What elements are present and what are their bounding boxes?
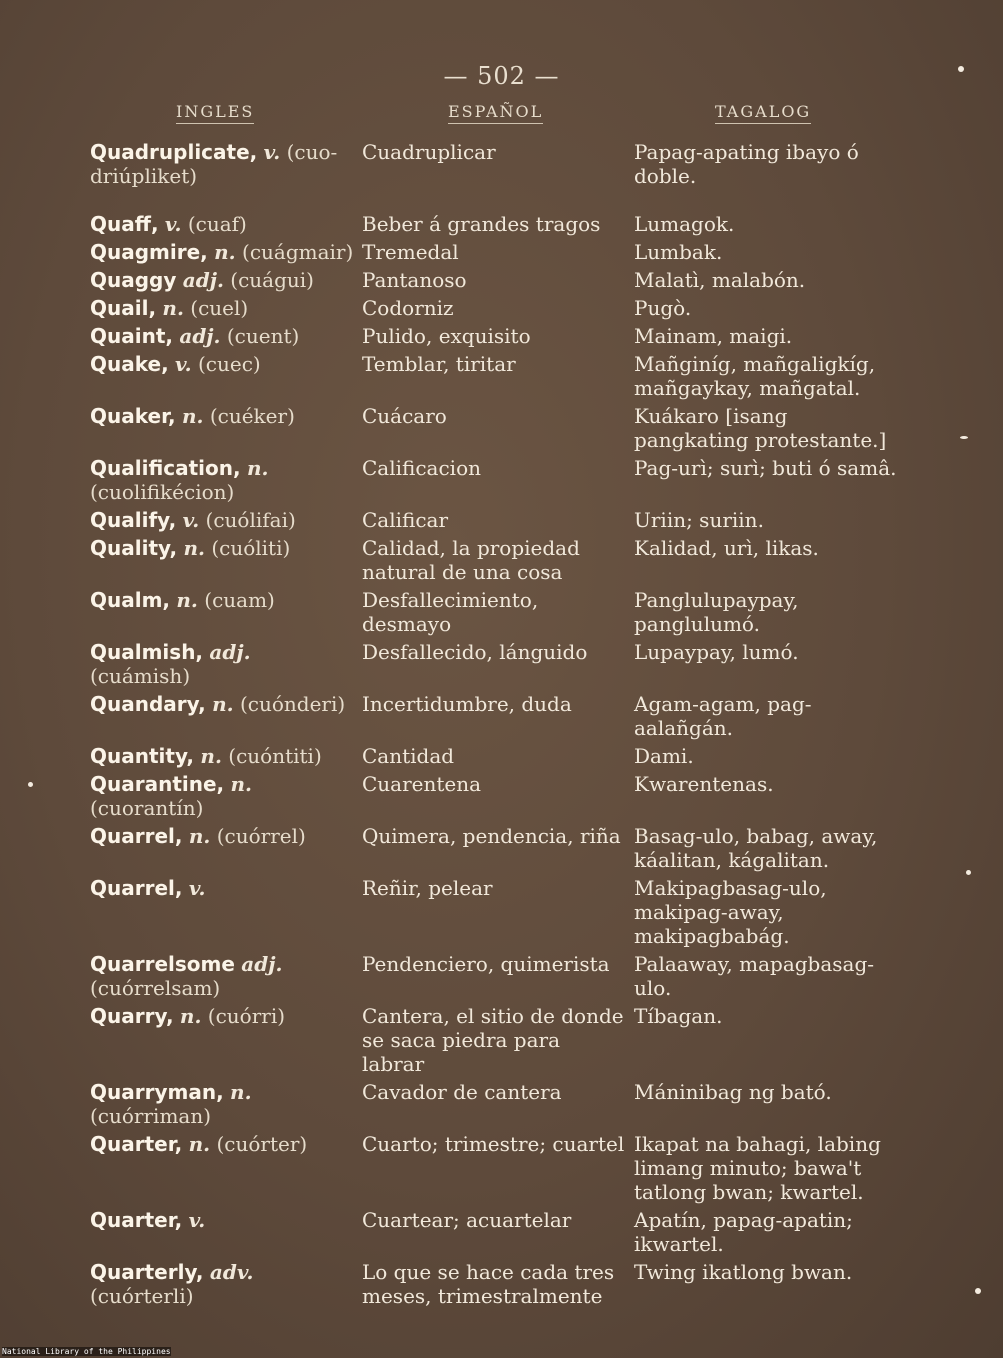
headword: Quandary, — [90, 692, 206, 716]
spanish-translation: Pantanoso — [362, 268, 467, 292]
part-of-speech: adj. — [241, 952, 283, 976]
tagalog-translation: Apatín, papag-apatin; ikwartel. — [634, 1208, 853, 1256]
part-of-speech: n. — [212, 692, 234, 716]
pronunciation: (cuorantín) — [90, 796, 204, 820]
headword: Quaint, — [90, 324, 173, 348]
headword: Quail, — [90, 296, 157, 320]
tagalog-translation: Twing ikatlong bwan. — [634, 1260, 853, 1284]
dictionary-entry — [90, 1260, 900, 1308]
part-of-speech: n. — [200, 744, 222, 768]
pronunciation: (cuóliti) — [211, 536, 291, 560]
english-column — [90, 268, 362, 292]
tagalog-translation: Malatì, malabón. — [634, 268, 806, 292]
dictionary-entry — [90, 352, 900, 400]
spanish-translation: Calificacion — [362, 456, 482, 480]
tagalog-translation: Kuákaro [isang pangkating protestante.] — [634, 404, 887, 452]
dictionary-entry — [90, 456, 900, 504]
spanish-translation: Cavador de cantera — [362, 1080, 562, 1104]
tagalog-translation: Papag-apating ibayo ó doble. — [634, 140, 859, 188]
part-of-speech: v. — [175, 352, 192, 376]
dictionary-entry — [90, 240, 900, 264]
tagalog-translation: Ikapat na bahagi, labing limang minuto; bawa't tatlong bwan; kwartel. — [634, 1132, 881, 1204]
column-header-spanish: ESPAÑOL — [448, 102, 543, 124]
english-column — [90, 404, 362, 428]
part-of-speech: n. — [181, 404, 204, 428]
headword: Quarryman, — [90, 1080, 224, 1104]
headword: Quagmire, — [90, 240, 208, 264]
english-column — [90, 772, 362, 820]
pronunciation: (cuónderi) — [239, 692, 346, 716]
english-column — [90, 952, 362, 1000]
column-header-tagalog: TAGALOG — [715, 102, 811, 124]
headword: Quarter, — [90, 1208, 183, 1232]
spanish-translation: Pendenciero, quimerista — [362, 952, 610, 976]
pronunciation: (cuágui) — [230, 268, 314, 292]
tagalog-translation: Mañginíg, mañgaligkíg, mañgaykay, mañgatal. — [634, 352, 876, 400]
headword: Quake, — [90, 352, 169, 376]
headword: Quarry, — [90, 1004, 174, 1028]
spanish-translation: Lo que se hace cada tres meses, trimestralmente — [362, 1260, 615, 1308]
dictionary-entry — [90, 640, 900, 688]
headword: Qualm, — [90, 588, 171, 612]
dictionary-entries — [90, 140, 900, 1312]
tagalog-translation: Lumagok. — [634, 212, 735, 236]
headword: Quarter, — [90, 1132, 183, 1156]
english-column — [90, 212, 362, 236]
spanish-translation: Calificar — [362, 508, 449, 532]
headword: Qualify, — [90, 508, 177, 532]
headword: Quantity, — [90, 744, 195, 768]
dictionary-entry — [90, 824, 900, 872]
headword: Quarrel, — [90, 876, 183, 900]
pronunciation: (cuel) — [190, 296, 249, 320]
dictionary-entry — [90, 296, 900, 320]
page-number: — 502 — — [443, 62, 560, 90]
part-of-speech: v. — [164, 212, 182, 236]
ink-speck — [958, 66, 964, 72]
dictionary-entry — [90, 692, 900, 740]
part-of-speech: adj. — [182, 268, 224, 292]
english-column — [90, 1004, 362, 1028]
tagalog-translation: Agam-agam, pag-aalañgán. — [634, 692, 812, 740]
part-of-speech: adj. — [179, 324, 221, 348]
headword: Quaff, — [90, 212, 159, 236]
tagalog-translation: Uriin; suriin. — [634, 508, 764, 532]
spanish-translation: Pulido, exquisito — [362, 324, 531, 348]
spanish-translation: Cuarentena — [362, 772, 482, 796]
part-of-speech: n. — [188, 824, 211, 848]
part-of-speech: n. — [246, 456, 269, 480]
spanish-translation: Desfallecido, lánguido — [362, 640, 588, 664]
part-of-speech: adj. — [209, 640, 251, 664]
spanish-translation: Cuarto; trimestre; cuartel — [362, 1132, 625, 1156]
english-column — [90, 1132, 362, 1156]
pronunciation: (cuólifai) — [205, 508, 296, 532]
tagalog-translation: Lupaypay, lumó. — [634, 640, 799, 664]
pronunciation: (cuórriman) — [90, 1104, 212, 1128]
english-column — [90, 1260, 362, 1308]
dictionary-entry — [90, 588, 900, 636]
spanish-translation: Cuadruplicar — [362, 140, 496, 164]
pronunciation: (cuórter) — [216, 1132, 308, 1156]
headword: Qualification, — [90, 456, 241, 480]
english-column — [90, 536, 362, 560]
english-column — [90, 352, 362, 376]
dictionary-entry — [90, 212, 900, 236]
dictionary-entry — [90, 536, 900, 584]
english-column — [90, 324, 362, 348]
dictionary-entry — [90, 324, 900, 348]
tagalog-translation: Máninibag ng bató. — [634, 1080, 832, 1104]
part-of-speech: n. — [214, 240, 236, 264]
pronunciation: (cuam) — [204, 588, 275, 612]
spanish-translation: Cuácaro — [362, 404, 447, 428]
english-column — [90, 744, 362, 768]
english-column — [90, 240, 362, 264]
headword: Qualmish, — [90, 640, 204, 664]
headword: Quarrelsome — [90, 952, 235, 976]
spanish-translation: Quimera, pendencia, riña — [362, 824, 621, 848]
tagalog-translation: Basag-ulo, babag, away, káalitan, kágalitan. — [634, 824, 878, 872]
spanish-translation: Incertidumbre, duda — [362, 692, 572, 716]
english-column — [90, 508, 362, 532]
dictionary-entry — [90, 1208, 900, 1256]
spanish-translation: Cuartear; acuartelar — [362, 1208, 572, 1232]
pronunciation: (cuo-driúpliket) — [90, 140, 338, 188]
pronunciation: (cuórrel) — [216, 824, 306, 848]
part-of-speech: n. — [176, 588, 198, 612]
spanish-translation: Cantidad — [362, 744, 455, 768]
ink-speck — [975, 1288, 981, 1294]
tagalog-translation: Lumbak. — [634, 240, 723, 264]
english-column — [90, 140, 362, 188]
dictionary-entry — [90, 744, 900, 768]
headword: Quarantine, — [90, 772, 225, 796]
tagalog-translation: Dami. — [634, 744, 694, 768]
english-column — [90, 1080, 362, 1128]
english-column — [90, 692, 362, 716]
part-of-speech: n. — [230, 772, 253, 796]
pronunciation: (cuóntiti) — [228, 744, 322, 768]
tagalog-translation: Tíbagan. — [634, 1004, 723, 1028]
english-column — [90, 1208, 362, 1232]
spanish-translation: Reñir, pelear — [362, 876, 493, 900]
part-of-speech: adv. — [209, 1260, 254, 1284]
part-of-speech: n. — [230, 1080, 252, 1104]
dictionary-entry — [90, 1004, 900, 1076]
english-column — [90, 876, 362, 900]
pronunciation: (cuórrelsam) — [90, 976, 221, 1000]
part-of-speech: v. — [263, 140, 281, 164]
pronunciation: (cuaf) — [187, 212, 247, 236]
dictionary-entry — [90, 404, 900, 452]
part-of-speech: v. — [188, 1208, 206, 1232]
pronunciation: (cuéker) — [209, 404, 295, 428]
dictionary-entry — [90, 140, 900, 188]
dictionary-entry — [90, 508, 900, 532]
pronunciation: (cuec) — [197, 352, 261, 376]
tagalog-translation: Kwarentenas. — [634, 772, 774, 796]
part-of-speech: v. — [188, 876, 206, 900]
spanish-translation: Desfallecimiento, desmayo — [362, 588, 539, 636]
spanish-translation: Beber á grandes tragos — [362, 212, 601, 236]
tagalog-translation: Palaaway, mapagbasag-ulo. — [634, 952, 875, 1000]
dictionary-entry — [90, 1132, 900, 1204]
part-of-speech: v. — [182, 508, 200, 532]
tagalog-translation: Mainam, maigi. — [634, 324, 793, 348]
headword: Quaggy — [90, 268, 177, 292]
part-of-speech: n. — [179, 1004, 202, 1028]
spanish-translation: Temblar, tiritar — [362, 352, 516, 376]
part-of-speech: n. — [183, 536, 205, 560]
dictionary-entry — [90, 772, 900, 820]
headword: Quality, — [90, 536, 178, 560]
pronunciation: (cuámish) — [90, 664, 191, 688]
spanish-translation: Calidad, la propiedad natural de una cosa — [362, 536, 580, 584]
pronunciation: (cuórterli) — [90, 1284, 194, 1308]
english-column — [90, 824, 362, 848]
english-column — [90, 640, 362, 688]
headword: Quarrel, — [90, 824, 183, 848]
english-column — [90, 296, 362, 320]
spanish-translation: Cantera, el sitio de donde se saca piedra para labrar — [362, 1004, 624, 1076]
ink-speck — [966, 870, 971, 875]
dictionary-entry — [90, 952, 900, 1000]
pronunciation: (cuent) — [226, 324, 300, 348]
tagalog-translation: Panglulupaypay, panglulumó. — [634, 588, 799, 636]
pronunciation: (cuórri) — [207, 1004, 286, 1028]
part-of-speech: n. — [162, 296, 184, 320]
tagalog-translation: Pugò. — [634, 296, 692, 320]
ink-speck — [28, 782, 33, 787]
english-column — [90, 588, 362, 612]
dictionary-entry — [90, 1080, 900, 1128]
spanish-translation: Codorniz — [362, 296, 454, 320]
dictionary-entry — [90, 876, 900, 948]
tagalog-translation: Makipagbasag-ulo, makipag-away, makipagbabág. — [634, 876, 827, 948]
headword: Quaker, — [90, 404, 176, 428]
part-of-speech: n. — [188, 1132, 211, 1156]
ink-speck — [960, 436, 968, 439]
tagalog-translation: Kalidad, urì, likas. — [634, 536, 819, 560]
tagalog-translation: Pag-urì; surì; buti ó samâ. — [634, 456, 897, 480]
pronunciation: (cuágmair) — [242, 240, 354, 264]
column-header-english: INGLES — [176, 102, 254, 124]
library-credit: National Library of the Philippines — [2, 1347, 171, 1356]
spanish-translation: Tremedal — [362, 240, 459, 264]
headword: Quarterly, — [90, 1260, 204, 1284]
english-column — [90, 456, 362, 504]
dictionary-entry — [90, 268, 900, 292]
headword: Quadruplicate, — [90, 140, 258, 164]
pronunciation: (cuolifikécion) — [90, 480, 235, 504]
